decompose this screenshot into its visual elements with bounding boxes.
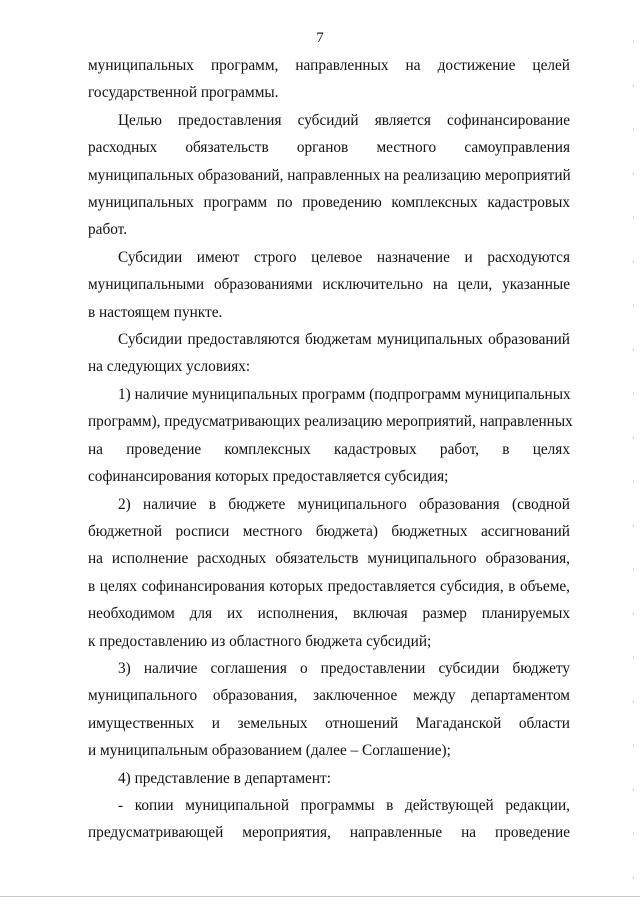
- text-line: 2) наличие в бюджете муниципального образования (сводной: [118, 495, 570, 513]
- text-line: имущественных и земельных отношений Магаданской области: [88, 714, 570, 732]
- paragraph-3: [88, 244, 570, 326]
- paragraph-2: [88, 107, 570, 244]
- text-line: на следующих условиях:: [88, 358, 251, 376]
- document-body: [88, 52, 573, 847]
- text-line: работ.: [88, 221, 128, 239]
- text-line: в целях софинансирования которых предоставляется субсидия, в объеме,: [88, 577, 570, 595]
- page-number: 7: [316, 30, 324, 46]
- text-line: 1) наличие муниципальных программ (подпрограмм муниципальных: [118, 385, 571, 403]
- text-line: Целью предоставления субсидий является софинансирование: [118, 111, 570, 129]
- text-line: муниципальными образованиями исключительно на цели, указанные: [88, 276, 570, 294]
- text-line: муниципальных программ, направленных на достижение целей: [88, 57, 570, 74]
- text-line: к предоставлению из областного бюджета субсидий;: [88, 632, 432, 650]
- scan-edge-artifact: [633, 0, 634, 905]
- text-line: муниципального образования, заключенное между департаментом: [88, 687, 570, 705]
- text-line: расходных обязательств органов местного самоуправления: [88, 139, 570, 157]
- text-line: в настоящем пункте.: [88, 303, 223, 321]
- condition-item-3: [88, 655, 570, 765]
- condition-item-4: [88, 765, 570, 792]
- text-line: Субсидии предоставляются бюджетам муниципальных образований: [118, 331, 570, 349]
- text-line: софинансирования которых предоставляется субсидия;: [88, 468, 449, 486]
- text-line: - копии муниципальной программы в действующей редакции,: [118, 796, 570, 814]
- text-line: бюджетной росписи местного бюджета) бюджетных ассигнований: [88, 522, 570, 540]
- text-line: необходимом для их исполнения, включая размер планируемых: [88, 605, 570, 623]
- text-line: программ), предусматривающих реализацию мероприятий, направленных: [88, 413, 573, 431]
- condition-item-2: [88, 491, 570, 655]
- page-bottom-edge: [0, 896, 640, 897]
- text-line: и муниципальным образованием (далее – Соглашение);: [88, 742, 451, 760]
- text-line: Субсидии имеют строго целевое назначение и расходуются: [118, 248, 570, 266]
- text-line: предусматривающей мероприятия, направленные на проведение: [88, 824, 570, 842]
- paragraph-4: [88, 326, 570, 381]
- text-line: 4) представление в департамент:: [118, 769, 331, 787]
- text-line: муниципальных образований, направленных на реализацию мероприятий: [88, 166, 571, 184]
- text-line: муниципальных программ по проведению комплексных кадастровых: [88, 194, 570, 212]
- paragraph-1: [88, 52, 570, 107]
- condition-item-1: [88, 381, 573, 491]
- text-line: на проведение комплексных кадастровых работ, в целях: [88, 440, 570, 458]
- condition-subitem-dash: [88, 792, 570, 847]
- text-line: государственной программы.: [88, 84, 279, 102]
- text-line: 3) наличие соглашения о предоставлении субсидии бюджету: [118, 659, 570, 677]
- text-line: на исполнение расходных обязательств муниципального образования,: [88, 550, 570, 568]
